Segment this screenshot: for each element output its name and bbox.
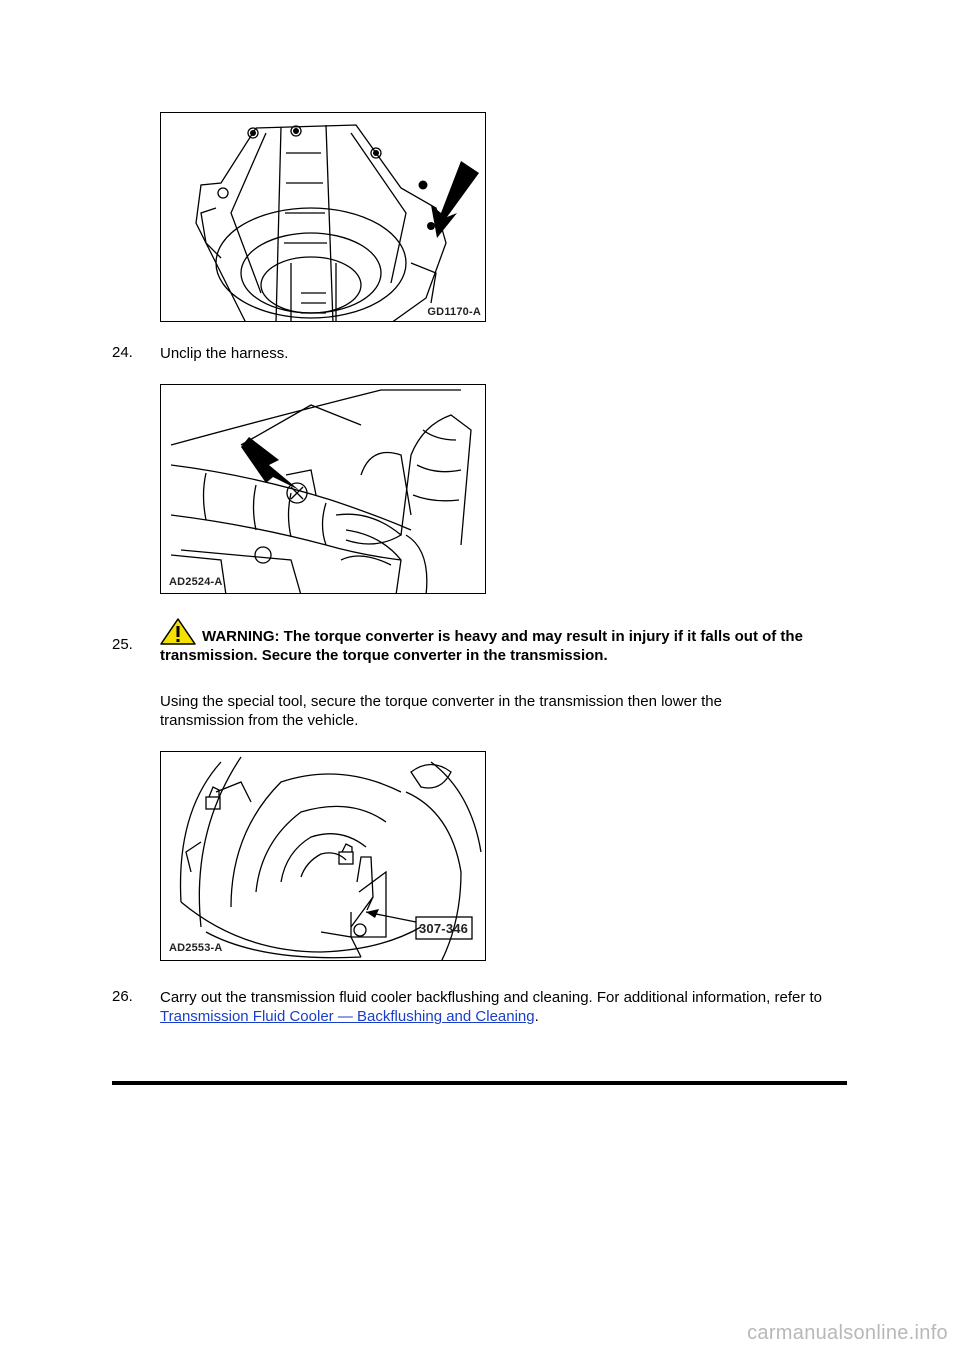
step-number: 26. [112,988,133,1005]
warning-text: WARNING: The torque converter is heavy and may result in injury if it falls out of the transmission. Secure the torque converter in the transmission. [160,628,803,664]
tool-callout-label: 307-346 [419,921,469,936]
figure-code: GD1170-A [427,306,481,318]
figure-ad2524 [160,384,486,594]
step-text [160,988,832,1026]
step-text-after-link: . [534,1008,539,1025]
figure-code: AD2524-A [169,576,223,588]
page-divider [112,1081,847,1085]
transmission-housing-illustration [161,113,486,322]
harness-illustration [161,385,486,594]
warning-notice [160,618,830,665]
step-text-before-link: Carry out the transmission fluid cooler backflushing and cleaning. For additional information, refer to [160,989,823,1006]
cross-reference-link[interactable]: Transmission Fluid Cooler — Backflushing and Cleaning [160,1008,535,1025]
watermark: carmanualsonline.info [747,1322,948,1344]
figure-code: AD2553-A [169,942,223,954]
step-text: Using the special tool, secure the torque converter in the transmission then lower the transmission from the vehicle. [160,693,722,729]
step-number: 24. [112,344,133,361]
warning-triangle-icon [160,618,196,645]
figure-ad2553 [160,751,486,961]
step-number: 25. [112,636,133,653]
step-text: Unclip the harness. [160,345,289,362]
figure-gd1170 [160,112,486,322]
